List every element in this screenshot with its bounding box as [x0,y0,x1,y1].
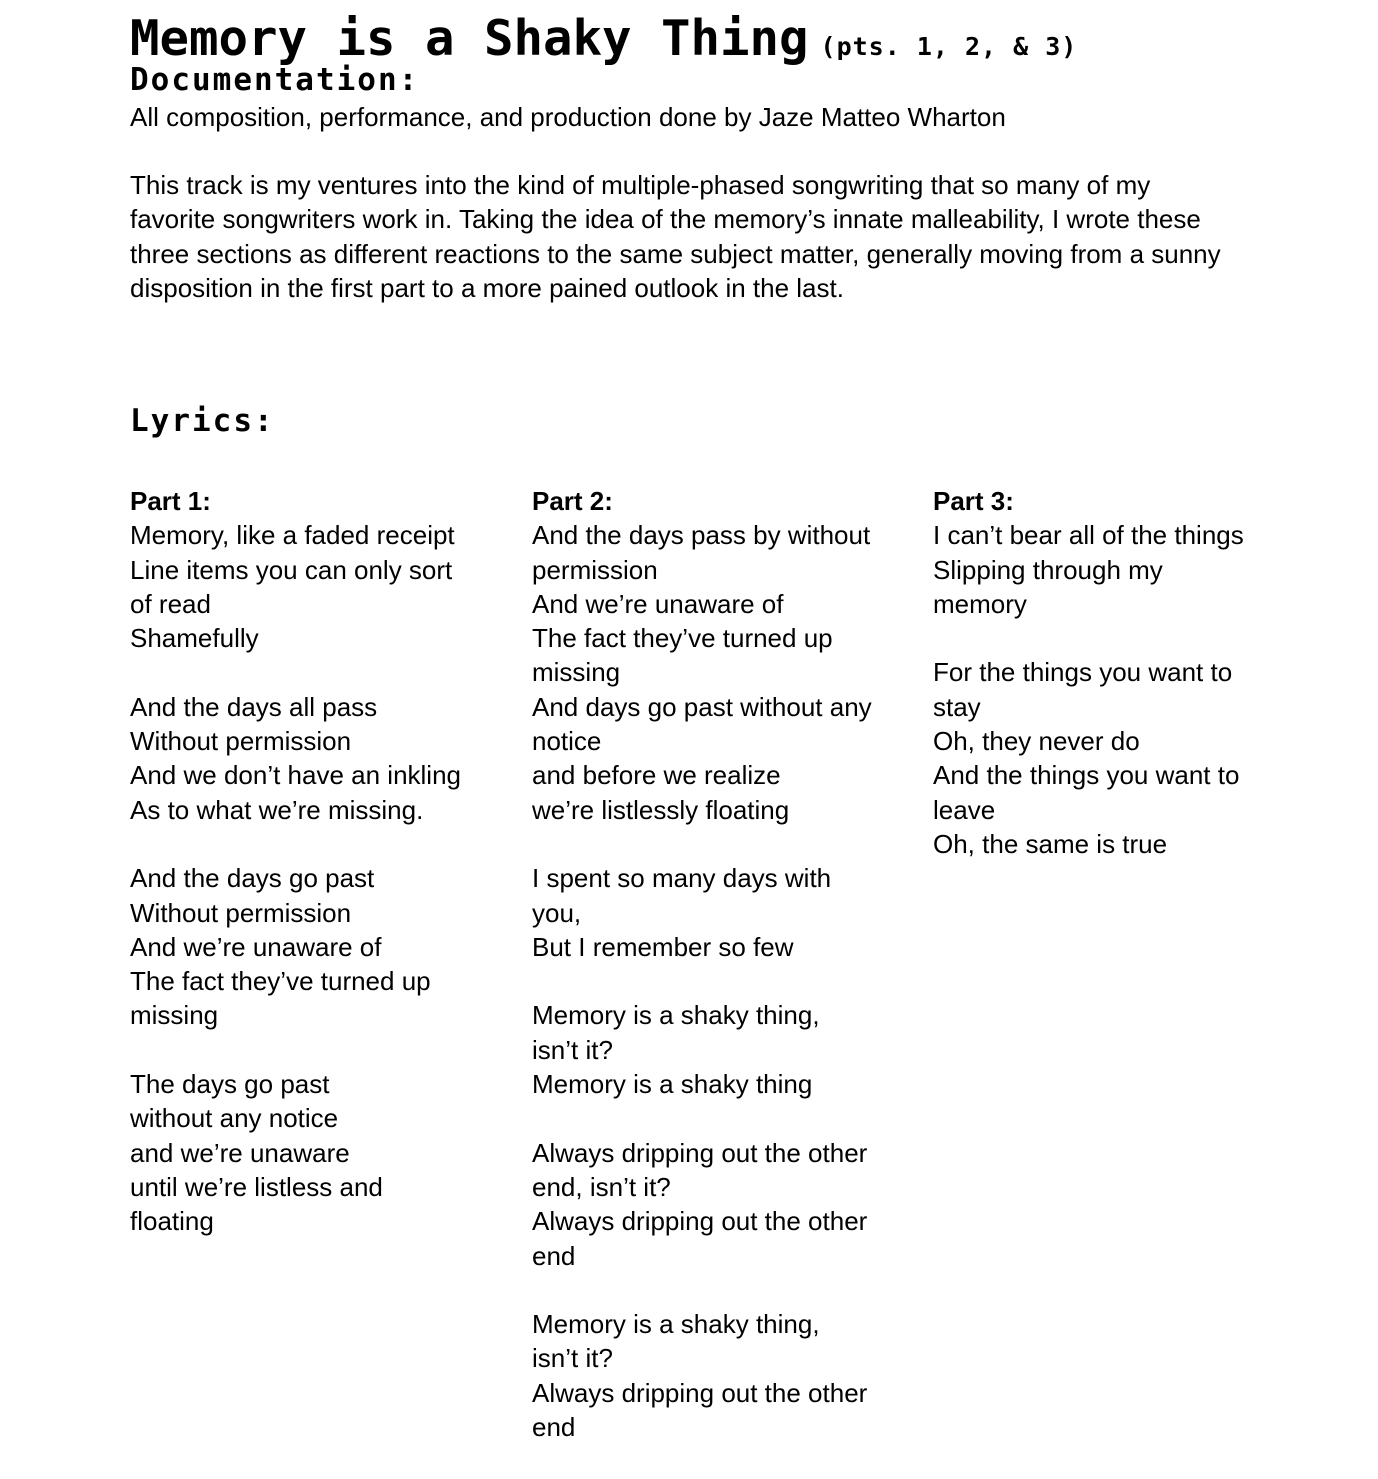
lyric-line: and we’re unaware [130,1137,350,1168]
lyrics-part-1 [130,484,470,1273]
lyric-stanza [532,1307,872,1444]
lyric-stanza [130,690,470,827]
part-title: Part 2: [532,486,613,516]
lyric-line: And we’re unaware of [532,588,784,619]
lyric-line: Shamefully [130,623,259,654]
stanza-list [933,518,1263,861]
documentation-heading: Documentation: [130,62,420,98]
lyric-line: Always dripping out the other end [532,1206,868,1271]
lyric-line: I can’t bear all of the things [933,520,1244,551]
lyric-line: and before we realize [532,760,781,791]
lyric-line: until we’re listless and floating [130,1171,383,1237]
lyric-stanza [532,1136,872,1273]
lyric-line: And the days go past [130,863,375,894]
lyrics-part-3 [933,484,1263,896]
lyric-line: Memory is a shaky thing, isn’t it? [532,1309,820,1374]
lyric-stanza [532,861,872,964]
part-title: Part 1: [130,486,211,516]
lyric-stanza [532,998,872,1101]
lyric-line: Memory is a shaky thing, isn’t it? [532,1000,820,1065]
lyric-line: Always dripping out the other end [532,1377,868,1443]
lyric-line: I spent so many days with you, [532,863,832,928]
lyric-line: And the days all pass [130,691,378,722]
part-title: Part 3: [933,486,1014,516]
lyric-line: Memory is a shaky thing [532,1069,813,1100]
lyric-line: The fact they’ve turned up missing [532,623,833,688]
document-page [130,10,1260,1443]
lyric-line: As to what we’re missing. [130,794,424,825]
description-text: This track is my ventures into the kind of multiple-phased songwriting that so many of my favorite songwriters work in. Taking the idea of the memory’s innate malleability, I wrote these three sections as different reactions to the same subject matter, generally moving from a sunny disposition in the first part to a more pained outlook in the last. [130,170,1221,304]
lyric-line: Always dripping out the other end, isn’t it? [532,1137,868,1202]
lyric-line: Without permission [130,897,352,928]
lyric-stanza [130,1067,470,1238]
lyrics-part-2 [532,484,872,1479]
lyric-stanza [130,861,470,1032]
lyric-line: For the things you want to stay [933,657,1233,722]
lyric-line: without any notice [130,1103,339,1134]
lyric-line: And the things you want to leave [933,760,1240,825]
lyric-line: we’re listlessly floating [532,794,790,825]
lyric-line: But I remember so few [532,931,794,962]
lyrics-heading: Lyrics: [130,402,275,439]
lyric-line: And the days pass by without permission [532,520,871,585]
lyric-line: The days go past [130,1069,330,1100]
lyric-line: The fact they’ve turned up missing [130,966,431,1031]
lyric-line: Memory, like a faded receipt [130,520,455,551]
title-main: Memory is a Shaky Thing [130,10,809,67]
lyric-stanza [130,518,470,655]
lyric-stanza [532,518,872,827]
lyric-line: Oh, the same is true [933,828,1168,859]
title-subtitle: (pts. 1, 2, & 3) [820,32,1078,61]
credit-text: All composition, performance, and production done by Jaze Matteo Wharton [130,102,1006,132]
stanza-list [130,518,470,1238]
lyric-line: Oh, they never do [933,726,1140,757]
lyric-line: And we’re unaware of [130,931,382,962]
lyric-line: And we don’t have an inkling [130,760,462,791]
lyric-stanza [933,655,1263,861]
lyric-stanza [933,518,1263,621]
lyric-line: Without permission [130,726,352,757]
lyric-line: Slipping through my memory [933,554,1163,619]
stanza-list [532,518,872,1444]
lyric-line: And days go past without any notice [532,691,872,757]
document-title [130,10,1260,67]
lyric-line: Line items you can only sort of read [130,554,453,619]
